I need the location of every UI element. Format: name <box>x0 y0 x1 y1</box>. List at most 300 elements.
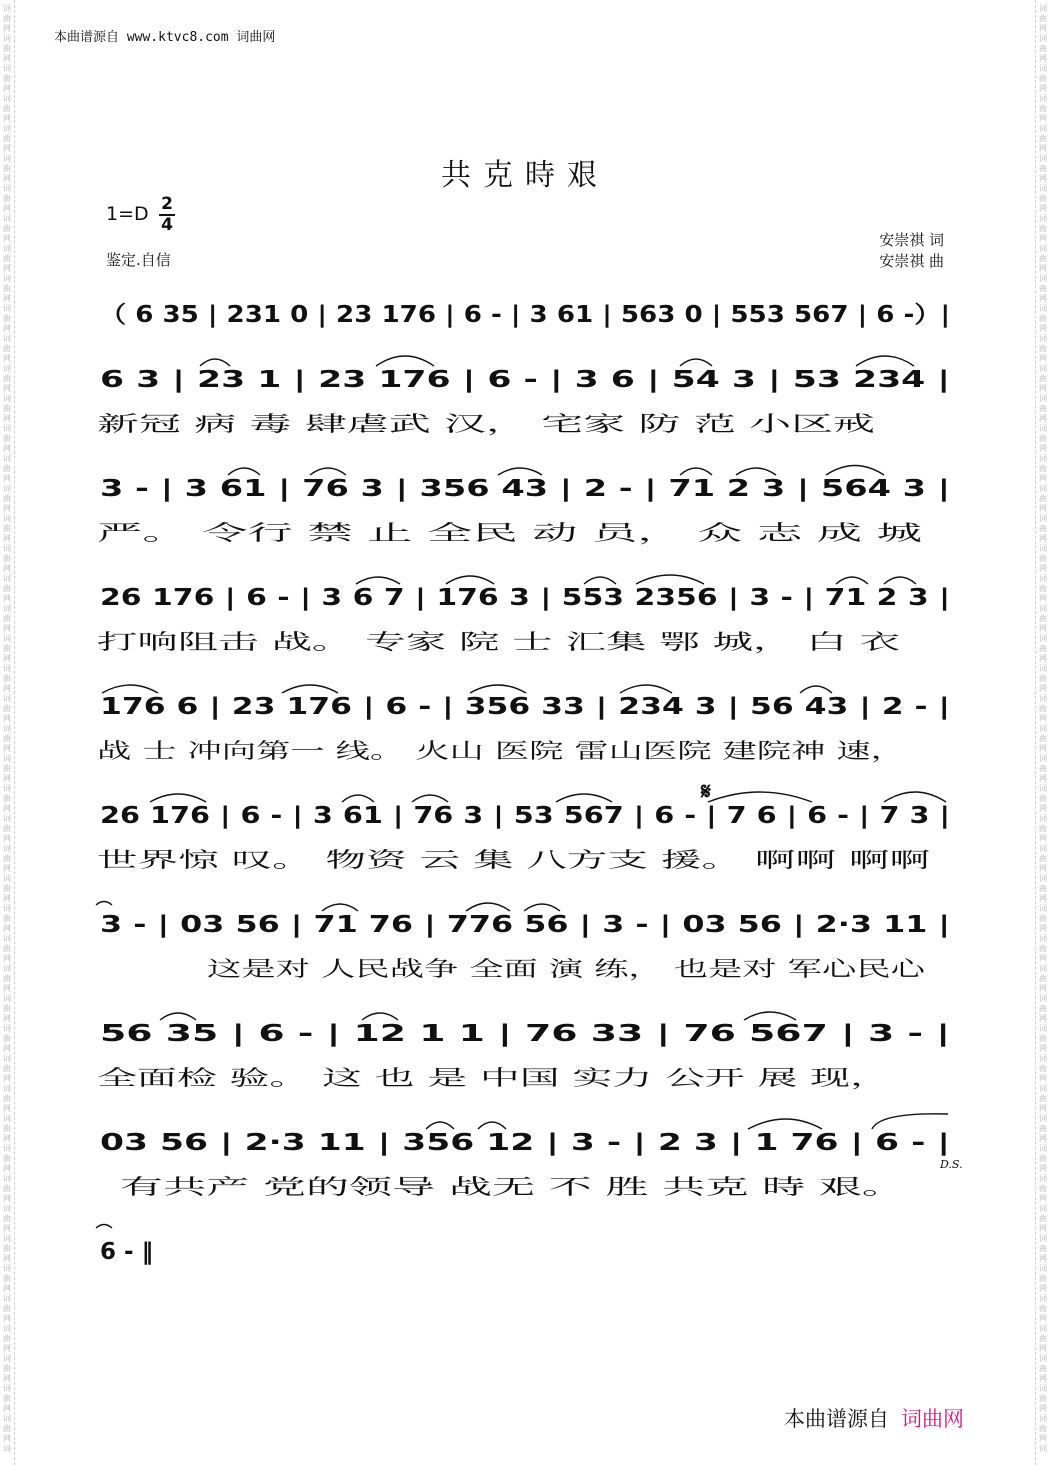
edge-watermark-char: 词 <box>1039 814 1047 823</box>
edge-watermark-char: 词 <box>1039 484 1047 493</box>
score-line-3-lyrics: 严。 令行 禁 止 全民 动 员， 众 志 成 城 <box>97 521 479 545</box>
edge-watermark-char: 词 <box>3 1024 11 1033</box>
edge-watermark-char: 曲 <box>3 584 11 593</box>
edge-watermark-char: 词 <box>1039 1444 1047 1453</box>
edge-watermark-char: 词 <box>1039 214 1047 223</box>
edge-watermark-char: 词 <box>1039 304 1047 313</box>
lyricist-credit: 安崇祺 词 <box>879 231 944 249</box>
edge-watermark-char: 词 <box>1039 124 1047 133</box>
edge-watermark-char: 网 <box>3 534 11 543</box>
source-header: 本曲谱源自 www.ktvc8.com 词曲网 <box>54 30 276 45</box>
edge-watermark-char: 网 <box>1039 654 1047 663</box>
song-title: 共克時艰 <box>441 158 609 193</box>
edge-watermark-char: 曲 <box>3 254 11 263</box>
edge-watermark-char: 词 <box>1039 34 1047 43</box>
edge-watermark-char: 词 <box>3 334 11 343</box>
edge-watermark-char: 曲 <box>1039 584 1047 593</box>
edge-watermark-char: 曲 <box>1039 524 1047 533</box>
footer-prefix: 本曲谱源自 <box>784 1407 889 1431</box>
edge-watermark-char: 曲 <box>3 344 11 353</box>
edge-watermark-char: 曲 <box>3 554 11 563</box>
edge-watermark-char: 词 <box>1039 544 1047 553</box>
edge-watermark-char: 词 <box>3 574 11 583</box>
edge-watermark-char: 曲 <box>3 974 11 983</box>
score-line-8-notes: 56 35 | 6 - | 12 1 1 | 76 33 | 76 567 | 3 - | <box>100 1021 950 1047</box>
edge-watermark-char: 词 <box>3 1054 11 1063</box>
edge-watermark-char: 曲 <box>1039 644 1047 653</box>
edge-watermark-char: 词 <box>1039 904 1047 913</box>
edge-watermark-char: 曲 <box>1039 14 1047 23</box>
edge-watermark-char: 曲 <box>1039 1184 1047 1193</box>
edge-watermark-char: 曲 <box>1039 1274 1047 1283</box>
footer-source <box>784 1403 964 1433</box>
edge-watermark-char: 词 <box>3 364 11 373</box>
edge-watermark-char: 曲 <box>3 164 11 173</box>
edge-watermark-char: 词 <box>3 1354 11 1363</box>
edge-watermark-char: 词 <box>3 934 11 943</box>
edge-watermark-char: 网 <box>1039 744 1047 753</box>
edge-watermark-char: 曲 <box>3 824 11 833</box>
edge-watermark-char: 曲 <box>3 284 11 293</box>
edge-watermark-char: 词 <box>3 1414 11 1423</box>
edge-watermark-char: 网 <box>3 864 11 873</box>
edge-watermark-char: 词 <box>1039 574 1047 583</box>
edge-watermark-char: 词 <box>1039 94 1047 103</box>
edge-watermark-char: 网 <box>1039 264 1047 273</box>
edge-watermark-char: 网 <box>3 264 11 273</box>
edge-watermark-char: 词 <box>3 64 11 73</box>
ds-marking: D.S. <box>940 1158 963 1171</box>
edge-watermark-char: 词 <box>1039 634 1047 643</box>
edge-watermark-char: 词 <box>1039 784 1047 793</box>
edge-watermark-char: 曲 <box>3 1274 11 1283</box>
edge-watermark-char: 词 <box>1039 1414 1047 1423</box>
edge-watermark-char: 词 <box>1039 364 1047 373</box>
edge-watermark-char: 网 <box>3 924 11 933</box>
edge-watermark-char: 词 <box>1039 454 1047 463</box>
edge-watermark-char: 网 <box>1039 804 1047 813</box>
edge-watermark-char: 曲 <box>3 794 11 803</box>
edge-watermark-char: 曲 <box>1039 494 1047 503</box>
composer-credit: 安崇祺 曲 <box>879 252 944 270</box>
edge-watermark-char: 曲 <box>1039 1304 1047 1313</box>
edge-watermark-char: 曲 <box>1039 1214 1047 1223</box>
edge-watermark-char: 网 <box>1039 1224 1047 1233</box>
edge-watermark-char: 网 <box>1039 684 1047 693</box>
edge-watermark-char: 词 <box>1039 514 1047 523</box>
edge-watermark-char: 词 <box>1039 934 1047 943</box>
edge-watermark-char: 曲 <box>3 914 11 923</box>
expression-remark: 鉴定.自信 <box>106 251 171 269</box>
score-line-2-lyrics: 新冠 病 毒 肆虐武 汉， 宅家 防 范 小区戒 <box>97 412 487 436</box>
edge-watermark-char: 词 <box>1039 754 1047 763</box>
edge-watermark-char: 网 <box>3 444 11 453</box>
edge-watermark-char: 网 <box>1039 414 1047 423</box>
edge-watermark-char: 网 <box>3 624 11 633</box>
edge-watermark-char: 曲 <box>3 464 11 473</box>
edge-watermark-char: 曲 <box>1039 404 1047 413</box>
edge-watermark-char: 网 <box>3 1164 11 1173</box>
edge-watermark-char: 曲 <box>1039 884 1047 893</box>
edge-watermark-char: 曲 <box>1039 1424 1047 1433</box>
edge-watermark-char: 词 <box>1039 184 1047 193</box>
edge-watermark-char: 网 <box>1039 1014 1047 1023</box>
score-line-7-lyrics: 这是对 人民战争 全面 演 练， 也是对 军心民心 <box>207 957 647 981</box>
edge-watermark-char: 曲 <box>3 494 11 503</box>
edge-watermark-char: 词 <box>1039 1264 1047 1273</box>
edge-watermark-char: 曲 <box>3 944 11 953</box>
edge-watermark-char: 网 <box>1039 504 1047 513</box>
edge-watermark-char: 词 <box>3 1114 11 1123</box>
edge-watermark-char: 曲 <box>1039 824 1047 833</box>
edge-watermark-char: 词 <box>1039 394 1047 403</box>
edge-watermark-char: 网 <box>3 54 11 63</box>
edge-watermark-char: 曲 <box>3 1334 11 1343</box>
edge-watermark-char: 词 <box>1039 694 1047 703</box>
edge-watermark-char: 网 <box>3 774 11 783</box>
edge-watermark-char: 曲 <box>3 854 11 863</box>
edge-watermark-char: 曲 <box>3 1184 11 1193</box>
edge-watermark-char: 网 <box>1039 714 1047 723</box>
edge-watermark-char: 网 <box>1039 294 1047 303</box>
edge-watermark-char: 曲 <box>1039 1004 1047 1013</box>
edge-watermark-char: 曲 <box>1039 1124 1047 1133</box>
edge-watermark-char: 曲 <box>3 674 11 683</box>
edge-watermark-char: 曲 <box>3 1424 11 1433</box>
edge-watermark-char: 网 <box>3 1344 11 1353</box>
edge-watermark-char: 曲 <box>3 1244 11 1253</box>
edge-watermark-char: 词 <box>3 1264 11 1273</box>
edge-watermark-char: 曲 <box>3 1304 11 1313</box>
edge-watermark-char: 网 <box>1039 1254 1047 1263</box>
edge-watermark-char: 网 <box>1039 174 1047 183</box>
edge-watermark-char: 曲 <box>1039 1364 1047 1373</box>
edge-watermark-char: 曲 <box>1039 1244 1047 1253</box>
edge-watermark-char: 网 <box>1039 954 1047 963</box>
edge-watermark-char: 曲 <box>1039 464 1047 473</box>
edge-watermark-char: 曲 <box>3 1394 11 1403</box>
edge-watermark-char: 网 <box>1039 24 1047 33</box>
edge-watermark-char: 词 <box>3 754 11 763</box>
edge-watermark-char: 词 <box>3 964 11 973</box>
edge-watermark-char: 词 <box>1039 1114 1047 1123</box>
edge-watermark-char: 词 <box>3 994 11 1003</box>
edge-watermark-char: 曲 <box>1039 284 1047 293</box>
edge-watermark-char: 词 <box>1039 1144 1047 1153</box>
edge-watermark-char: 词 <box>1039 1054 1047 1063</box>
edge-watermark-char: 网 <box>1039 774 1047 783</box>
edge-watermark-char: 词 <box>1039 1354 1047 1363</box>
edge-watermark-char: 词 <box>1039 1204 1047 1213</box>
edge-watermark-char: 网 <box>3 1224 11 1233</box>
edge-watermark-char: 曲 <box>1039 554 1047 563</box>
edge-watermark-char: 曲 <box>3 44 11 53</box>
edge-watermark-char: 网 <box>1039 474 1047 483</box>
edge-watermark-char: 网 <box>3 984 11 993</box>
edge-watermark-char: 词 <box>3 394 11 403</box>
edge-watermark-char: 网 <box>3 1014 11 1023</box>
edge-watermark-char: 网 <box>1039 324 1047 333</box>
edge-watermark-char: 网 <box>3 834 11 843</box>
edge-watermark-char: 网 <box>3 414 11 423</box>
edge-watermark-char: 网 <box>1039 1104 1047 1113</box>
edge-watermark-char: 网 <box>3 1404 11 1413</box>
edge-watermark-char: 网 <box>3 294 11 303</box>
edge-watermark-char: 网 <box>3 144 11 153</box>
edge-watermark-char: 网 <box>1039 834 1047 843</box>
edge-watermark-char: 曲 <box>1039 104 1047 113</box>
edge-watermark-char: 曲 <box>3 194 11 203</box>
edge-watermark-char: 网 <box>1039 444 1047 453</box>
score-line-9-lyrics: 有共产 党的领导 战无 不 胜 共克 時 艰。 <box>120 1175 905 1199</box>
edge-watermark-char: 曲 <box>3 1004 11 1013</box>
edge-watermark-char: 网 <box>1039 144 1047 153</box>
edge-watermark-char: 词 <box>3 1084 11 1093</box>
edge-watermark-char: 曲 <box>1039 164 1047 173</box>
edge-watermark-char: 曲 <box>1039 1394 1047 1403</box>
left-watermark-strip <box>0 0 15 1465</box>
edge-watermark-char: 曲 <box>1039 944 1047 953</box>
edge-watermark-char: 曲 <box>1039 1034 1047 1043</box>
edge-watermark-char: 词 <box>1039 244 1047 253</box>
edge-watermark-char: 网 <box>1039 594 1047 603</box>
score-line-7-notes: 3 - | 03 56 | 71 76 | 776 56 | 3 - | 03 56 | 2·3 11 | <box>100 912 950 938</box>
edge-watermark-char: 曲 <box>3 1064 11 1073</box>
edge-watermark-char: 词 <box>3 214 11 223</box>
score-line-1-notes: （ 6 35 | 231 0 | 23 176 | 6 - | 3 61 | 563 0 | 553 567 | 6 -）| <box>100 302 849 328</box>
edge-watermark-char: 曲 <box>1039 1334 1047 1343</box>
edge-watermark-char: 网 <box>3 1314 11 1323</box>
score-line-2-notes: 6 3 | 23 1 | 23 176 | 6 - | 3 6 | 54 3 | 53 234 | <box>100 367 950 393</box>
edge-watermark-char: 曲 <box>1039 1094 1047 1103</box>
edge-watermark-char: 曲 <box>3 524 11 533</box>
edge-watermark-char: 网 <box>1039 204 1047 213</box>
edge-watermark-char: 网 <box>1039 894 1047 903</box>
score-line-9-notes: 03 56 | 2·3 11 | 356 12 | 3 - | 2 3 | 1 76 | 6 - | <box>100 1130 950 1156</box>
edge-watermark-char: 网 <box>1039 1344 1047 1353</box>
edge-watermark-char: 曲 <box>3 734 11 743</box>
edge-watermark-char: 词 <box>3 784 11 793</box>
edge-watermark-char: 曲 <box>3 764 11 773</box>
edge-watermark-char: 曲 <box>1039 914 1047 923</box>
edge-watermark-char: 词 <box>3 244 11 253</box>
edge-watermark-char: 词 <box>3 664 11 673</box>
edge-watermark-char: 网 <box>1039 1374 1047 1383</box>
edge-watermark-char: 网 <box>3 744 11 753</box>
edge-watermark-char: 网 <box>1039 924 1047 933</box>
right-watermark-strip <box>1035 0 1050 1465</box>
edge-watermark-char: 曲 <box>1039 314 1047 323</box>
edge-watermark-char: 词 <box>3 1444 11 1453</box>
edge-watermark-char: 网 <box>3 594 11 603</box>
edge-watermark-char: 曲 <box>1039 734 1047 743</box>
edge-watermark-char: 网 <box>3 324 11 333</box>
edge-watermark-char: 词 <box>1039 334 1047 343</box>
edge-watermark-char: 词 <box>3 454 11 463</box>
edge-watermark-char: 曲 <box>1039 974 1047 983</box>
edge-watermark-char: 词 <box>1039 1384 1047 1393</box>
edge-watermark-char: 词 <box>3 844 11 853</box>
score-line-3-notes: 3 - | 3 61 | 76 3 | 356 43 | 2 - | 71 2 3 | 564 3 | <box>100 476 950 502</box>
edge-watermark-char: 网 <box>1039 1404 1047 1413</box>
edge-watermark-char: 曲 <box>1039 1064 1047 1073</box>
edge-watermark-char: 词 <box>3 154 11 163</box>
edge-watermark-char: 网 <box>1039 1284 1047 1293</box>
edge-watermark-char: 曲 <box>3 1364 11 1373</box>
edge-watermark-char: 网 <box>3 24 11 33</box>
edge-watermark-char: 词 <box>3 604 11 613</box>
edge-watermark-char: 词 <box>3 904 11 913</box>
edge-watermark-char: 网 <box>3 1254 11 1263</box>
edge-watermark-char: 曲 <box>3 224 11 233</box>
edge-watermark-char: 网 <box>3 204 11 213</box>
score-line-6-notes: 26 176 | 6 - | 3 61 | 76 3 | 53 567 | 6 - | 7 6 | 6 - | 7 3 | <box>100 803 950 829</box>
edge-watermark-char: 词 <box>1039 154 1047 163</box>
score-line-4-lyrics: 打响阻击 战。 专家 院 士 汇集 鄂 城， 白 衣 <box>97 630 515 654</box>
edge-watermark-char: 网 <box>1039 534 1047 543</box>
edge-watermark-char: 曲 <box>1039 704 1047 713</box>
edge-watermark-char: 曲 <box>3 704 11 713</box>
edge-watermark-char: 词 <box>3 1234 11 1243</box>
edge-watermark-char: 词 <box>3 634 11 643</box>
edge-watermark-char: 网 <box>1039 564 1047 573</box>
edge-watermark-char: 曲 <box>1039 1154 1047 1163</box>
edge-watermark-char: 曲 <box>3 1094 11 1103</box>
edge-watermark-char: 曲 <box>1039 674 1047 683</box>
score-line-6-lyrics: 世界惊 叹。 物资 云 集 八方支 援。 啊啊 啊啊 <box>97 848 930 872</box>
edge-watermark-char: 词 <box>1039 964 1047 973</box>
key-signature: 1=D <box>106 203 149 225</box>
edge-watermark-char: 网 <box>3 1374 11 1383</box>
edge-watermark-char: 词 <box>1039 1084 1047 1093</box>
edge-watermark-char: 词 <box>3 184 11 193</box>
edge-watermark-char: 网 <box>1039 84 1047 93</box>
edge-watermark-char: 网 <box>3 564 11 573</box>
edge-watermark-char: 网 <box>3 504 11 513</box>
edge-watermark-char: 网 <box>3 1134 11 1143</box>
edge-watermark-char: 曲 <box>1039 224 1047 233</box>
edge-watermark-char: 曲 <box>3 614 11 623</box>
edge-watermark-char: 词 <box>3 1174 11 1183</box>
edge-watermark-char: 网 <box>3 1194 11 1203</box>
time-signature <box>159 195 175 235</box>
edge-watermark-char: 词 <box>3 1324 11 1333</box>
edge-watermark-char: 曲 <box>1039 194 1047 203</box>
slur-marks <box>96 356 951 1228</box>
edge-watermark-char: 曲 <box>3 1154 11 1163</box>
edge-watermark-char: 曲 <box>3 1214 11 1223</box>
edge-watermark-char: 曲 <box>1039 794 1047 803</box>
edge-watermark-char: 网 <box>3 1284 11 1293</box>
edge-watermark-char: 词 <box>3 34 11 43</box>
edge-watermark-char: 网 <box>1039 234 1047 243</box>
footer-brand-link[interactable]: 词曲网 <box>901 1407 964 1431</box>
edge-watermark-char: 曲 <box>1039 614 1047 623</box>
edge-watermark-char: 词 <box>3 514 11 523</box>
edge-watermark-char: 词 <box>1039 664 1047 673</box>
edge-watermark-char: 网 <box>3 1044 11 1053</box>
edge-watermark-char: 网 <box>3 84 11 93</box>
edge-watermark-char: 网 <box>1039 1164 1047 1173</box>
edge-watermark-char: 网 <box>1039 864 1047 873</box>
score-line-8-lyrics: 全面检 验。 这 也 是 中国 实力 公开 展 现， <box>97 1066 515 1090</box>
score-line-4-notes: 26 176 | 6 - | 3 6 7 | 176 3 | 553 2356 | 3 - | 71 2 3 | <box>100 585 950 611</box>
edge-watermark-char: 词 <box>3 874 11 883</box>
edge-watermark-char: 网 <box>1039 1074 1047 1083</box>
edge-watermark-char: 曲 <box>3 314 11 323</box>
edge-watermark-char: 词 <box>3 544 11 553</box>
edge-watermark-char: 词 <box>3 1204 11 1213</box>
edge-watermark-char: 网 <box>3 1434 11 1443</box>
edge-watermark-char: 词 <box>1039 604 1047 613</box>
edge-watermark-char: 网 <box>3 1074 11 1083</box>
edge-watermark-char: 词 <box>3 274 11 283</box>
edge-watermark-char: 网 <box>3 954 11 963</box>
edge-watermark-char: 曲 <box>3 134 11 143</box>
edge-watermark-char: 曲 <box>3 404 11 413</box>
edge-watermark-char: 词 <box>1039 994 1047 1003</box>
edge-watermark-char: 曲 <box>3 434 11 443</box>
edge-watermark-char: 词 <box>1039 1174 1047 1183</box>
edge-watermark-char: 网 <box>3 354 11 363</box>
time-signature-bottom: 4 <box>161 215 173 235</box>
edge-watermark-char: 网 <box>1039 354 1047 363</box>
edge-watermark-char: 词 <box>1039 844 1047 853</box>
edge-watermark-char: 曲 <box>1039 44 1047 53</box>
score-line-5-lyrics: 战 士 冲向第一 线。 火山 医院 雷山医院 建院神 速， <box>97 739 592 763</box>
edge-watermark-char: 网 <box>3 654 11 663</box>
edge-watermark-char: 网 <box>3 1104 11 1113</box>
edge-watermark-char: 网 <box>3 804 11 813</box>
edge-watermark-char: 曲 <box>3 74 11 83</box>
edge-watermark-char: 词 <box>1039 1024 1047 1033</box>
edge-watermark-char: 网 <box>3 684 11 693</box>
edge-watermark-char: 词 <box>3 4 11 13</box>
edge-watermark-char: 曲 <box>3 884 11 893</box>
edge-watermark-char: 网 <box>1039 984 1047 993</box>
edge-watermark-char: 词 <box>3 1144 11 1153</box>
edge-watermark-char: 曲 <box>1039 254 1047 263</box>
edge-watermark-char: 词 <box>1039 724 1047 733</box>
segno-sign: 𝄋 <box>701 779 711 805</box>
edge-watermark-char: 网 <box>1039 1434 1047 1443</box>
edge-watermark-char: 词 <box>1039 1324 1047 1333</box>
edge-watermark-char: 曲 <box>3 644 11 653</box>
edge-watermark-char: 曲 <box>1039 434 1047 443</box>
edge-watermark-char: 词 <box>3 724 11 733</box>
score-line-5-notes: 176 6 | 23 176 | 6 - | 356 33 | 234 3 | 56 43 | 2 - | <box>100 694 951 720</box>
edge-watermark-char: 词 <box>3 1384 11 1393</box>
edge-watermark-char: 词 <box>1039 274 1047 283</box>
score-line-10-notes: 6 - ‖ <box>100 1239 154 1265</box>
edge-watermark-char: 曲 <box>3 1034 11 1043</box>
edge-watermark-char: 网 <box>1039 54 1047 63</box>
edge-watermark-char: 曲 <box>1039 764 1047 773</box>
edge-watermark-char: 曲 <box>1039 374 1047 383</box>
edge-watermark-char: 网 <box>1039 1044 1047 1053</box>
edge-watermark-char: 网 <box>3 114 11 123</box>
edge-watermark-char: 网 <box>3 894 11 903</box>
edge-watermark-char: 曲 <box>3 374 11 383</box>
edge-watermark-char: 曲 <box>1039 74 1047 83</box>
edge-watermark-char: 词 <box>1039 874 1047 883</box>
edge-watermark-char: 网 <box>1039 1314 1047 1323</box>
time-signature-top: 2 <box>159 195 175 216</box>
edge-watermark-char: 词 <box>3 484 11 493</box>
edge-watermark-char: 词 <box>3 94 11 103</box>
edge-watermark-char: 网 <box>1039 114 1047 123</box>
edge-watermark-char: 词 <box>3 124 11 133</box>
